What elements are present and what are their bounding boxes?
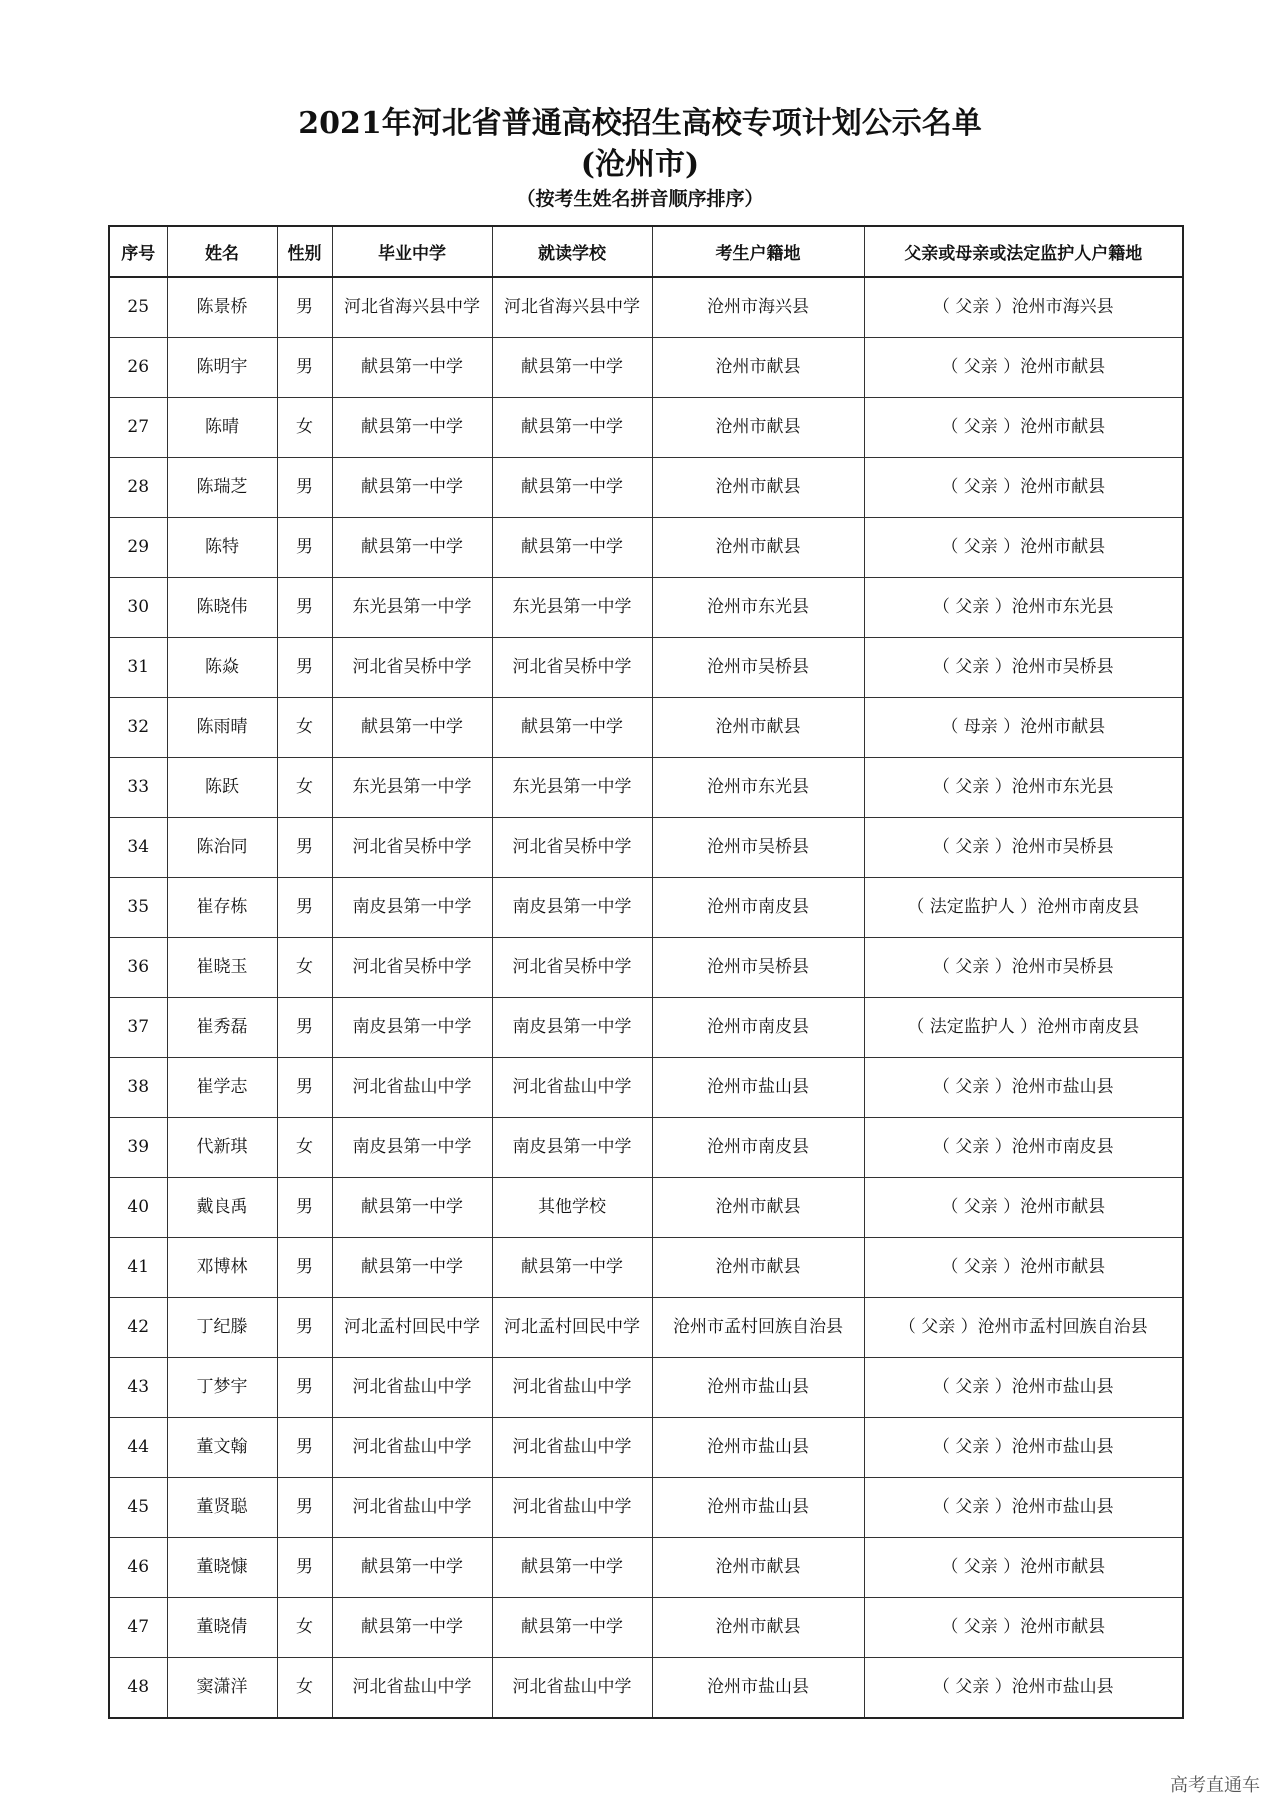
col-header-grad-school: 毕业中学 <box>332 226 492 277</box>
cell-guardian-household: （ 父亲 ）沧州市东光县 <box>864 578 1183 638</box>
col-header-current-school: 就读学校 <box>492 226 652 277</box>
cell-no: 40 <box>109 1178 167 1238</box>
cell-grad-school: 南皮县第一中学 <box>332 998 492 1058</box>
cell-no: 34 <box>109 818 167 878</box>
cell-grad-school: 河北孟村回民中学 <box>332 1298 492 1358</box>
cell-gender: 男 <box>277 998 332 1058</box>
cell-guardian-household: （ 父亲 ）沧州市献县 <box>864 398 1183 458</box>
cell-gender: 男 <box>277 578 332 638</box>
cell-guardian-household: （ 父亲 ）沧州市东光县 <box>864 758 1183 818</box>
cell-current-school: 河北省盐山中学 <box>492 1658 652 1719</box>
cell-household: 沧州市吴桥县 <box>652 938 864 998</box>
cell-guardian-household: （ 父亲 ）沧州市献县 <box>864 1598 1183 1658</box>
cell-current-school: 献县第一中学 <box>492 518 652 578</box>
cell-guardian-household: （ 父亲 ）沧州市吴桥县 <box>864 638 1183 698</box>
cell-name: 邓博林 <box>167 1238 277 1298</box>
cell-name: 代新琪 <box>167 1118 277 1178</box>
cell-name: 陈晓伟 <box>167 578 277 638</box>
cell-grad-school: 献县第一中学 <box>332 1538 492 1598</box>
cell-household: 沧州市献县 <box>652 518 864 578</box>
cell-household: 沧州市南皮县 <box>652 878 864 938</box>
cell-gender: 男 <box>277 1058 332 1118</box>
cell-no: 28 <box>109 458 167 518</box>
cell-current-school: 献县第一中学 <box>492 1538 652 1598</box>
cell-current-school: 河北省吴桥中学 <box>492 938 652 998</box>
cell-guardian-household: （ 父亲 ）沧州市献县 <box>864 458 1183 518</box>
cell-current-school: 东光县第一中学 <box>492 758 652 818</box>
cell-no: 47 <box>109 1598 167 1658</box>
cell-household: 沧州市献县 <box>652 1178 864 1238</box>
cell-name: 陈晴 <box>167 398 277 458</box>
cell-no: 44 <box>109 1418 167 1478</box>
cell-guardian-household: （ 父亲 ）沧州市孟村回族自治县 <box>864 1298 1183 1358</box>
table-body <box>109 277 1183 1718</box>
table-row <box>109 277 1183 338</box>
cell-gender: 男 <box>277 458 332 518</box>
cell-household: 沧州市献县 <box>652 338 864 398</box>
cell-grad-school: 献县第一中学 <box>332 518 492 578</box>
table-row <box>109 1058 1183 1118</box>
cell-no: 35 <box>109 878 167 938</box>
cell-current-school: 河北省盐山中学 <box>492 1358 652 1418</box>
cell-current-school: 献县第一中学 <box>492 398 652 458</box>
table-row <box>109 398 1183 458</box>
cell-grad-school: 献县第一中学 <box>332 698 492 758</box>
cell-no: 31 <box>109 638 167 698</box>
cell-gender: 女 <box>277 938 332 998</box>
cell-guardian-household: （ 父亲 ）沧州市盐山县 <box>864 1058 1183 1118</box>
cell-gender: 男 <box>277 818 332 878</box>
cell-guardian-household: （ 父亲 ）沧州市海兴县 <box>864 277 1183 338</box>
cell-grad-school: 河北省盐山中学 <box>332 1358 492 1418</box>
cell-grad-school: 献县第一中学 <box>332 398 492 458</box>
table-row <box>109 458 1183 518</box>
col-header-gender: 性别 <box>277 226 332 277</box>
cell-guardian-household: （ 父亲 ）沧州市盐山县 <box>864 1418 1183 1478</box>
cell-household: 沧州市献县 <box>652 458 864 518</box>
cell-no: 42 <box>109 1298 167 1358</box>
cell-household: 沧州市东光县 <box>652 578 864 638</box>
table-row <box>109 1178 1183 1238</box>
cell-household: 沧州市盐山县 <box>652 1418 864 1478</box>
cell-no: 33 <box>109 758 167 818</box>
cell-name: 崔学志 <box>167 1058 277 1118</box>
table-row <box>109 1238 1183 1298</box>
cell-name: 崔秀磊 <box>167 998 277 1058</box>
cell-current-school: 河北省海兴县中学 <box>492 277 652 338</box>
cell-no: 45 <box>109 1478 167 1538</box>
cell-guardian-household: （ 母亲 ）沧州市献县 <box>864 698 1183 758</box>
cell-gender: 女 <box>277 1658 332 1719</box>
cell-no: 27 <box>109 398 167 458</box>
table-row <box>109 1118 1183 1178</box>
cell-gender: 男 <box>277 518 332 578</box>
cell-current-school: 河北省盐山中学 <box>492 1058 652 1118</box>
cell-no: 36 <box>109 938 167 998</box>
cell-gender: 女 <box>277 398 332 458</box>
cell-current-school: 河北孟村回民中学 <box>492 1298 652 1358</box>
cell-current-school: 献县第一中学 <box>492 698 652 758</box>
cell-current-school: 河北省盐山中学 <box>492 1418 652 1478</box>
table-row <box>109 338 1183 398</box>
cell-guardian-household: （ 法定监护人 ）沧州市南皮县 <box>864 998 1183 1058</box>
cell-name: 崔晓玉 <box>167 938 277 998</box>
col-header-household: 考生户籍地 <box>652 226 864 277</box>
cell-guardian-household: （ 父亲 ）沧州市南皮县 <box>864 1118 1183 1178</box>
table-row <box>109 698 1183 758</box>
cell-grad-school: 献县第一中学 <box>332 338 492 398</box>
cell-current-school: 东光县第一中学 <box>492 578 652 638</box>
col-header-name: 姓名 <box>167 226 277 277</box>
cell-grad-school: 东光县第一中学 <box>332 578 492 638</box>
cell-gender: 男 <box>277 1538 332 1598</box>
cell-current-school: 南皮县第一中学 <box>492 1118 652 1178</box>
cell-gender: 男 <box>277 1418 332 1478</box>
cell-name: 崔存栋 <box>167 878 277 938</box>
cell-current-school: 献县第一中学 <box>492 1598 652 1658</box>
cell-grad-school: 东光县第一中学 <box>332 758 492 818</box>
cell-household: 沧州市献县 <box>652 1538 864 1598</box>
cell-household: 沧州市献县 <box>652 1598 864 1658</box>
cell-household: 沧州市南皮县 <box>652 998 864 1058</box>
cell-name: 丁纪滕 <box>167 1298 277 1358</box>
cell-guardian-household: （ 父亲 ）沧州市献县 <box>864 1538 1183 1598</box>
cell-gender: 女 <box>277 758 332 818</box>
cell-name: 陈焱 <box>167 638 277 698</box>
cell-current-school: 献县第一中学 <box>492 338 652 398</box>
cell-current-school: 河北省吴桥中学 <box>492 818 652 878</box>
cell-grad-school: 南皮县第一中学 <box>332 878 492 938</box>
table-row <box>109 1598 1183 1658</box>
cell-gender: 男 <box>277 1358 332 1418</box>
table-header-row <box>109 226 1183 277</box>
watermark: 高考直通车 <box>1170 1775 1260 1796</box>
cell-grad-school: 献县第一中学 <box>332 458 492 518</box>
cell-household: 沧州市献县 <box>652 698 864 758</box>
cell-no: 32 <box>109 698 167 758</box>
cell-current-school: 献县第一中学 <box>492 1238 652 1298</box>
table-row <box>109 1298 1183 1358</box>
cell-gender: 男 <box>277 1298 332 1358</box>
table-row <box>109 758 1183 818</box>
cell-current-school: 南皮县第一中学 <box>492 998 652 1058</box>
cell-guardian-household: （ 父亲 ）沧州市盐山县 <box>864 1358 1183 1418</box>
cell-no: 43 <box>109 1358 167 1418</box>
cell-household: 沧州市海兴县 <box>652 277 864 338</box>
cell-name: 董晓倩 <box>167 1598 277 1658</box>
col-header-guardian-household: 父亲或母亲或法定监护人户籍地 <box>864 226 1183 277</box>
cell-no: 46 <box>109 1538 167 1598</box>
cell-no: 30 <box>109 578 167 638</box>
cell-guardian-household: （ 父亲 ）沧州市吴桥县 <box>864 938 1183 998</box>
cell-gender: 男 <box>277 1178 332 1238</box>
table-row <box>109 878 1183 938</box>
table-row <box>109 938 1183 998</box>
cell-guardian-household: （ 父亲 ）沧州市献县 <box>864 1238 1183 1298</box>
cell-grad-school: 献县第一中学 <box>332 1178 492 1238</box>
cell-name: 陈雨晴 <box>167 698 277 758</box>
cell-current-school: 献县第一中学 <box>492 458 652 518</box>
cell-name: 陈跃 <box>167 758 277 818</box>
cell-household: 沧州市南皮县 <box>652 1118 864 1178</box>
cell-grad-school: 河北省盐山中学 <box>332 1058 492 1118</box>
cell-no: 25 <box>109 277 167 338</box>
table-row <box>109 1418 1183 1478</box>
table-row <box>109 578 1183 638</box>
table-row <box>109 818 1183 878</box>
cell-grad-school: 河北省盐山中学 <box>332 1658 492 1719</box>
cell-household: 沧州市吴桥县 <box>652 818 864 878</box>
cell-grad-school: 河北省盐山中学 <box>332 1418 492 1478</box>
table-row <box>109 638 1183 698</box>
cell-household: 沧州市盐山县 <box>652 1358 864 1418</box>
table-row <box>109 518 1183 578</box>
cell-no: 38 <box>109 1058 167 1118</box>
cell-guardian-household: （ 父亲 ）沧州市盐山县 <box>864 1478 1183 1538</box>
cell-name: 董贤聪 <box>167 1478 277 1538</box>
cell-household: 沧州市献县 <box>652 1238 864 1298</box>
cell-name: 董文翰 <box>167 1418 277 1478</box>
cell-household: 沧州市盐山县 <box>652 1658 864 1719</box>
cell-name: 陈治同 <box>167 818 277 878</box>
cell-household: 沧州市盐山县 <box>652 1478 864 1538</box>
cell-guardian-household: （ 父亲 ）沧州市献县 <box>864 1178 1183 1238</box>
cell-no: 26 <box>109 338 167 398</box>
cell-current-school: 其他学校 <box>492 1178 652 1238</box>
table-row <box>109 1478 1183 1538</box>
cell-gender: 男 <box>277 1478 332 1538</box>
cell-grad-school: 献县第一中学 <box>332 1238 492 1298</box>
cell-grad-school: 河北省吴桥中学 <box>332 938 492 998</box>
cell-current-school: 河北省吴桥中学 <box>492 638 652 698</box>
cell-guardian-household: （ 法定监护人 ）沧州市南皮县 <box>864 878 1183 938</box>
cell-household: 沧州市东光县 <box>652 758 864 818</box>
cell-grad-school: 河北省盐山中学 <box>332 1478 492 1538</box>
cell-gender: 男 <box>277 638 332 698</box>
cell-household: 沧州市孟村回族自治县 <box>652 1298 864 1358</box>
page-title: 2021年河北省普通高校招生高校专项计划公示名单 <box>298 106 982 141</box>
cell-gender: 男 <box>277 1238 332 1298</box>
cell-name: 丁梦宇 <box>167 1358 277 1418</box>
cell-gender: 女 <box>277 1118 332 1178</box>
table-row <box>109 1538 1183 1598</box>
cell-name: 陈特 <box>167 518 277 578</box>
cell-guardian-household: （ 父亲 ）沧州市献县 <box>864 518 1183 578</box>
cell-grad-school: 河北省吴桥中学 <box>332 638 492 698</box>
cell-gender: 男 <box>277 338 332 398</box>
cell-no: 29 <box>109 518 167 578</box>
cell-grad-school: 河北省海兴县中学 <box>332 277 492 338</box>
cell-gender: 男 <box>277 277 332 338</box>
cell-name: 董晓慷 <box>167 1538 277 1598</box>
table-row <box>109 1658 1183 1719</box>
cell-gender: 男 <box>277 878 332 938</box>
cell-grad-school: 南皮县第一中学 <box>332 1118 492 1178</box>
cell-name: 陈明宇 <box>167 338 277 398</box>
cell-current-school: 南皮县第一中学 <box>492 878 652 938</box>
cell-no: 39 <box>109 1118 167 1178</box>
cell-name: 陈瑞芝 <box>167 458 277 518</box>
cell-grad-school: 河北省吴桥中学 <box>332 818 492 878</box>
col-header-no: 序号 <box>109 226 167 277</box>
cell-no: 41 <box>109 1238 167 1298</box>
sort-note: （按考生姓名拼音顺序排序） <box>516 188 764 210</box>
table-row <box>109 998 1183 1058</box>
cell-guardian-household: （ 父亲 ）沧州市吴桥县 <box>864 818 1183 878</box>
cell-household: 沧州市献县 <box>652 398 864 458</box>
cell-grad-school: 献县第一中学 <box>332 1598 492 1658</box>
cell-current-school: 河北省盐山中学 <box>492 1478 652 1538</box>
cell-gender: 女 <box>277 1598 332 1658</box>
cell-guardian-household: （ 父亲 ）沧州市献县 <box>864 338 1183 398</box>
table-row <box>109 1358 1183 1418</box>
cell-no: 37 <box>109 998 167 1058</box>
cell-household: 沧州市吴桥县 <box>652 638 864 698</box>
roster-table <box>108 225 1184 1719</box>
cell-household: 沧州市盐山县 <box>652 1058 864 1118</box>
cell-name: 窦潇洋 <box>167 1658 277 1719</box>
cell-no: 48 <box>109 1658 167 1719</box>
cell-name: 陈景桥 <box>167 277 277 338</box>
page-subtitle-city: (沧州市) <box>580 147 700 182</box>
cell-guardian-household: （ 父亲 ）沧州市盐山县 <box>864 1658 1183 1719</box>
cell-gender: 女 <box>277 698 332 758</box>
cell-name: 戴良禹 <box>167 1178 277 1238</box>
